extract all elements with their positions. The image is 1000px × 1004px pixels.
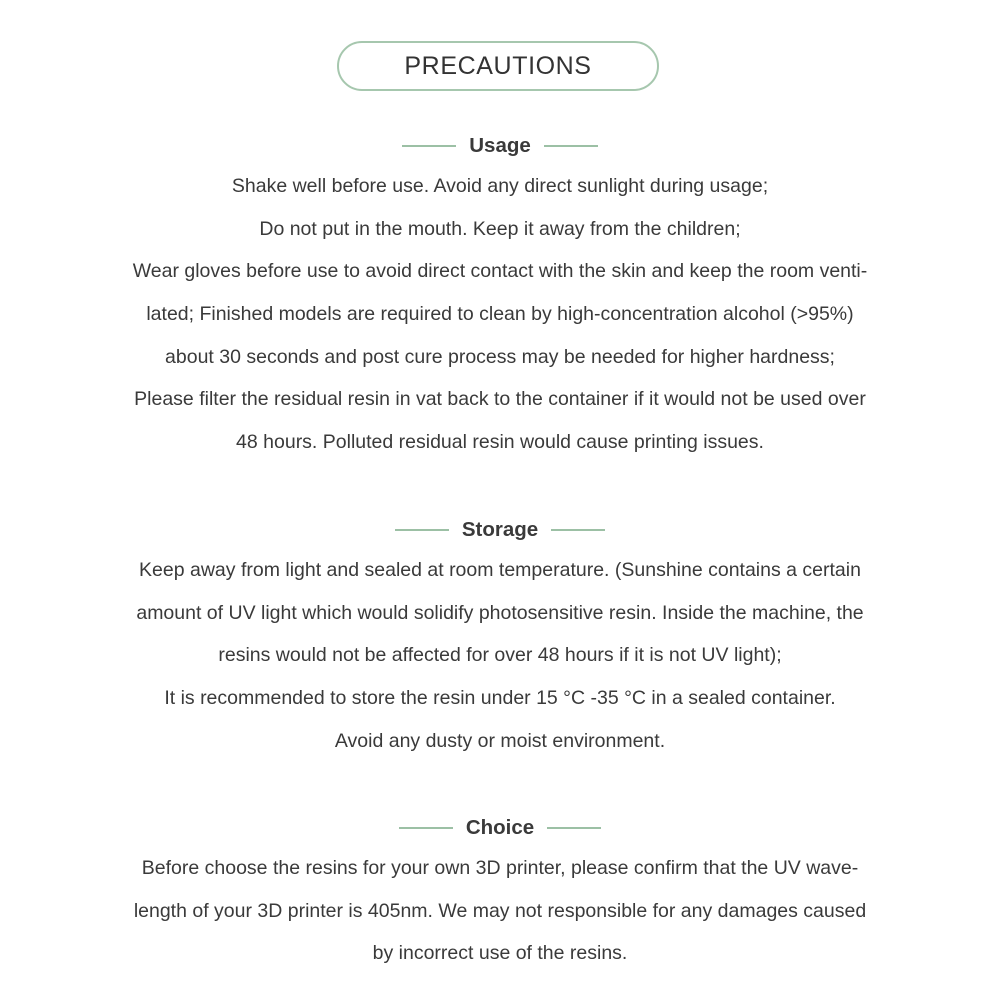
storage-heading bbox=[0, 515, 1000, 545]
usage-line: about 30 seconds and post cure process may be needed for higher hardness; bbox=[165, 345, 835, 368]
usage-section bbox=[0, 131, 1000, 464]
heading-rule-left bbox=[395, 529, 449, 531]
storage-line: It is recommended to store the resin under 15 °C -35 °C in a sealed container. bbox=[164, 687, 836, 710]
heading-rule-left bbox=[402, 145, 456, 147]
storage-section bbox=[0, 515, 1000, 762]
choice-line: by incorrect use of the resins. bbox=[372, 942, 628, 965]
choice-line: Before choose the resins for your own 3D printer, please confirm that the UV wave- bbox=[141, 857, 859, 879]
heading-rule-right bbox=[547, 827, 601, 829]
usage-line: Wear gloves before use to avoid direct contact with the skin and keep the room venti- bbox=[132, 260, 868, 283]
usage-line: 48 hours. Polluted residual resin would cause printing issues. bbox=[236, 431, 764, 454]
choice-heading-text: Choice bbox=[465, 816, 535, 839]
choice-section bbox=[0, 813, 1000, 975]
choice-line: length of your 3D printer is 405nm. We may not responsible for any damages caused bbox=[133, 899, 867, 922]
usage-line: lated; Finished models are required to clean by high-concentration alcohol (>95%) bbox=[146, 303, 854, 326]
usage-line: Shake well before use. Avoid any direct sunlight during usage; bbox=[231, 175, 769, 197]
storage-line: Keep away from light and sealed at room temperature. (Sunshine contains a certain bbox=[139, 559, 861, 581]
choice-heading bbox=[0, 813, 1000, 843]
usage-heading-text: Usage bbox=[469, 134, 531, 157]
usage-line: Do not put in the mouth. Keep it away from the children; bbox=[259, 217, 741, 240]
storage-line: Avoid any dusty or moist environment. bbox=[334, 729, 666, 752]
storage-heading-text: Storage bbox=[461, 518, 539, 541]
heading-rule-left bbox=[399, 827, 453, 829]
page-title: PRECAUTIONS bbox=[404, 51, 592, 80]
storage-line: resins would not be affected for over 48 hours if it is not UV light); bbox=[218, 644, 782, 667]
storage-line: amount of UV light which would solidify photosensitive resin. Inside the machine, the bbox=[136, 601, 864, 624]
heading-rule-right bbox=[544, 145, 598, 147]
usage-line: Please filter the residual resin in vat back to the container if it would not be used over bbox=[134, 388, 866, 411]
heading-rule-right bbox=[551, 529, 605, 531]
usage-heading bbox=[0, 131, 1000, 161]
title-badge bbox=[337, 41, 659, 91]
